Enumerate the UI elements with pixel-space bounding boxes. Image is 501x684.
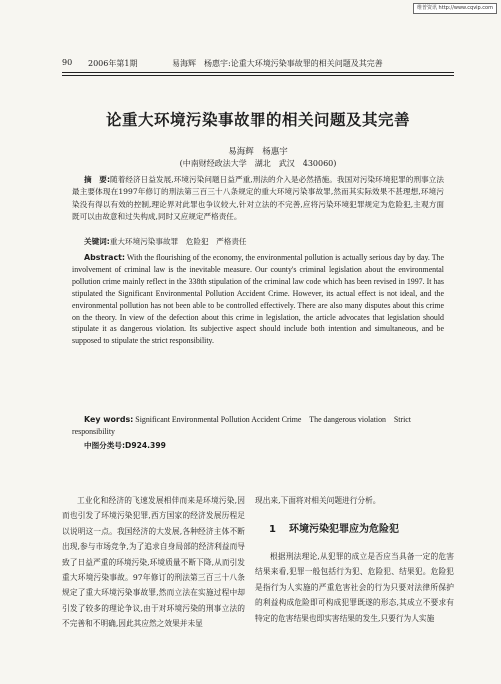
article-title: 论重大环境污染事故罪的相关问题及其完善 <box>105 111 410 129</box>
abstract-english <box>72 252 444 347</box>
keywords-en-text: Significant Environmental Pollution Accident Crime The dangerous violation Strict responsibility <box>72 415 411 436</box>
clc-label: 中图分类号: <box>84 441 126 450</box>
abstract-cn-text: 随着经济日益发展,环境污染问题日益严重,刑法的介入是必然措施。我国对污染环境犯罪的刑事立法最主要体现在1997年修订的刑法第三百三十八条规定的重大环境污染事故罪,然而其实际效果不甚理想,环境污染没有得以有效的控制,理论界对此罪也争议较大,针对立法的不完善,应将污染环境犯罪规定为危险犯,主观方面既可以由故意和过失构成,同时又应规定严格责任。 <box>72 175 444 221</box>
abstract-en-text: With the flourishing of the economy, the environmental pollution is actually serious day by day. The involvement of criminal law is the inevitable measure. Our county's criminal legislation about the environmental pollution crime mainly reflect in the 338th stipulation of the criminal law code which has been revised in 1997. It has stipulated the Significant Environmental Pollution Accident Crime. However, its actual effect is not ideal, and the environmental pollution has not been able to be controlled effectively. There are also many disputes about this crime on the theory. In view of the defection about this crime in legislation, the article advocates that legislation should stipulate it as dangerous violation. Its subjective aspect should include both intention and simultaneous, and be supposed to stipulate the strict responsibility. <box>72 253 444 346</box>
keywords-en-label: Key words: <box>84 415 134 424</box>
abstract-en-label: Abstract: <box>84 253 126 262</box>
body-left-column: 工业化和经济的飞速发展相伴而来是环境污染,因而也引发了环境污染犯罪,西方国家的经济发展历程足以说明这一点。我国经济的大发展,各种经济主体不断出现,参与市场竞争,为了追求自身局部的经济利益而导致了日益严重的环境污染,环境质量不断下降,从而引发重大环境污染事故。97年修订的刑法第三百三十八条规定了重大环境污染事故罪,然而立法在实施过程中却引发了较多的理论争议,由于对环境污染的刑事立法的不完善和不明确,因此其应然之效果并未显 <box>62 496 245 629</box>
page-number: 90 <box>62 58 73 67</box>
header-rule-thick <box>62 72 454 73</box>
affiliation: (中南财经政法大学 湖北 武汉 430060) <box>179 159 337 168</box>
abstract-cn-label: 摘 要: <box>84 175 110 184</box>
clc-text: D924.399 <box>125 441 166 450</box>
section-number: 1 <box>269 524 276 535</box>
watermark: 维普资讯 http://www.cqvip.com <box>413 3 497 14</box>
issue-label: 2006年第1期 <box>88 59 138 68</box>
keywords-cn-text: 重大环境污染事故罪 危险犯 严格责任 <box>109 237 247 246</box>
body-right-column: 根据刑法理论,从犯罪的成立是否应当具备一定的危害结果来看,犯罪一般包括行为犯、危险犯、结果犯。危险犯是指行为人实施的严重危害社会的行为只要对法律所保护的利益构成危险即可构成犯罪既遂的形态,其成立不要求有特定的危害结果也即实害结果的发生,只要行为人实施 <box>255 552 454 623</box>
authors: 易海辉 杨惠宇 <box>228 147 288 157</box>
running-title: 易海辉 杨惠宇:论重大环境污染事故罪的相关问题及其完善 <box>172 59 383 68</box>
section-heading <box>255 520 454 535</box>
keywords-cn-label: 关键词: <box>84 237 110 246</box>
body-right-intro: 现出来,下面将对相关问题进行分析。 <box>255 496 381 505</box>
section-title: 环境污染犯罪应为危险犯 <box>289 524 399 535</box>
header-rule-thin <box>62 75 454 76</box>
keywords-english <box>72 414 444 438</box>
abstract-chinese <box>72 174 444 223</box>
classification-number <box>84 440 166 451</box>
keywords-chinese <box>84 236 247 247</box>
